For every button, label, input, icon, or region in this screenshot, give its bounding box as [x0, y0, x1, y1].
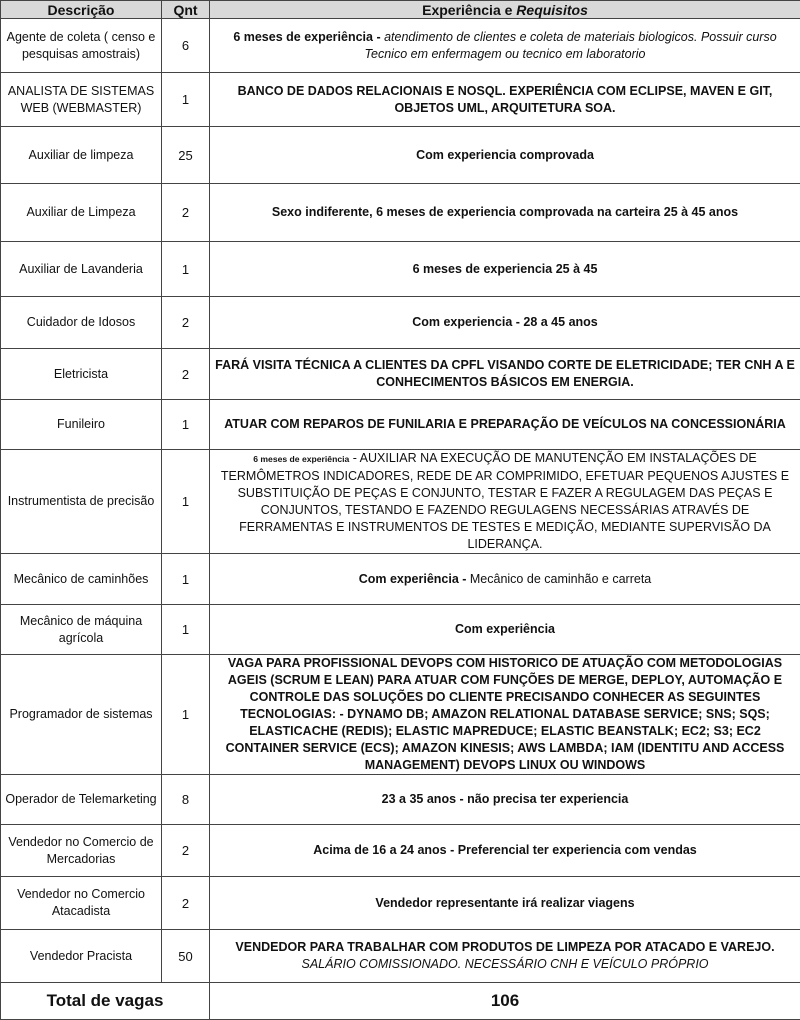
row-description: Vendedor no Comercio Atacadista — [1, 877, 162, 930]
table-row — [1, 605, 800, 655]
row-description: Vendedor Pracista — [1, 930, 162, 983]
req-bold: Sexo indiferente, 6 meses de experiencia comprovada na carteira 25 à 45 anos — [272, 205, 738, 219]
req-bold: FARÁ VISITA TÉCNICA A CLIENTES DA CPFL VISANDO CORTE DE ELETRICIDADE; TER CNH A E CONHECIMENTOS BÁSICOS EM ENERGIA. — [215, 358, 795, 389]
req-plain: - AUXILIAR NA EXECUÇÃO DE MANUTENÇÃO EM INSTALAÇÕES DE TERMÔMETROS INDICADORES, REDE DE AR COMPRIMIDO, EFETUAR PEQUENOS AJUSTES E SUBSTITUIÇÃO DE PEÇAS E CONJUNTO, TESTAR E FAZER A REGULAGEM DAS PEÇAS E CONJUNTOS, TESTANDO E FAZENDO REGULAGENS NECESSÁRIAS ATRAVÉS DE FERRAMENTAS E INSTRUMENTOS DE TESTES E MEDIÇÃO, MEDIANTE SUPERVISÃO DA LIDERANÇA. — [221, 451, 789, 551]
req-italic: SALÁRIO COMISSIONADO. NECESSÁRIO CNH E VEÍCULO PRÓPRIO — [301, 957, 708, 971]
row-quantity: 1 — [162, 73, 210, 127]
row-description: Eletricista — [1, 349, 162, 400]
table-row — [1, 349, 800, 400]
row-description: Vendedor no Comercio de Mercadorias — [1, 825, 162, 877]
row-requirements — [210, 242, 800, 297]
row-description: Agente de coleta ( censo e pesquisas amostrais) — [1, 19, 162, 73]
table-row — [1, 825, 800, 877]
row-requirements — [210, 877, 800, 930]
total-value: 106 — [210, 983, 800, 1020]
row-requirements — [210, 19, 800, 73]
req-bold: Com experiencia - 28 a 45 anos — [412, 315, 598, 329]
row-requirements — [210, 655, 800, 775]
row-requirements — [210, 605, 800, 655]
row-description: Auxiliar de Lavanderia — [1, 242, 162, 297]
row-requirements — [210, 930, 800, 983]
row-quantity: 50 — [162, 930, 210, 983]
row-requirements — [210, 775, 800, 825]
row-requirements — [210, 554, 800, 605]
row-description: Auxiliar de limpeza — [1, 127, 162, 184]
row-description: Funileiro — [1, 400, 162, 450]
header-requisitos-text: Requisitos — [516, 2, 588, 18]
req-bold: 6 meses de experiência — [253, 454, 349, 464]
row-requirements — [210, 400, 800, 450]
row-quantity: 1 — [162, 450, 210, 554]
row-quantity: 8 — [162, 775, 210, 825]
row-requirements — [210, 127, 800, 184]
req-bold: BANCO DE DADOS RELACIONAIS E NOSQL. EXPERIÊNCIA COM ECLIPSE, MAVEN E GIT, OBJETOS UML, ARQUITETURA SOA. — [238, 84, 773, 115]
req-bold: 6 meses de experiencia 25 à 45 — [413, 262, 598, 276]
req-italic: atendimento de clientes e coleta de materiais biologicos. Possuir curso Tecnico em enfermagem ou tecnico em laboratorio — [365, 30, 777, 61]
row-description: ANALISTA DE SISTEMAS WEB (WEBMASTER) — [1, 73, 162, 127]
row-quantity: 1 — [162, 605, 210, 655]
row-quantity: 1 — [162, 554, 210, 605]
row-description: Cuidador de Idosos — [1, 297, 162, 349]
row-description: Operador de Telemarketing — [1, 775, 162, 825]
table-row — [1, 554, 800, 605]
row-description: Mecânico de máquina agrícola — [1, 605, 162, 655]
header-descricao: Descrição — [1, 1, 162, 19]
table-row — [1, 930, 800, 983]
row-quantity: 2 — [162, 825, 210, 877]
row-quantity: 1 — [162, 655, 210, 775]
header-experiencia-text: Experiência e — [422, 2, 516, 18]
req-bold: 6 meses de experiência - — [233, 30, 384, 44]
row-requirements — [210, 349, 800, 400]
table-row — [1, 450, 800, 554]
row-quantity: 25 — [162, 127, 210, 184]
row-requirements — [210, 184, 800, 242]
table-row — [1, 400, 800, 450]
row-quantity: 1 — [162, 400, 210, 450]
row-requirements — [210, 73, 800, 127]
header-qnt: Qnt — [162, 1, 210, 19]
table-row — [1, 184, 800, 242]
req-bold: VAGA PARA PROFISSIONAL DEVOPS COM HISTORICO DE ATUAÇÃO COM METODOLOGIAS AGEIS (SCRUM E LEAN) PARA ATUAR COM FUNÇÕES DE MERGE, DEPLOY, AUTOMAÇÃO E CONTROLE DAS SOLUÇÕES DO CLIENTE PRECISANDO CONHECER AS SEGUINTES TECNOLOGIAS: - DYNAMO DB; AMAZON RELATIONAL DATABASE SERVICE; SNS; SQS; ELASTICACHE (REDIS); ELASTIC MAPREDUCE; ELASTIC BEANSTALK; EC2; S3; EC2 CONTAINER SERVICE (ECS); AMAZON KINESIS; AWS LAMBDA; IAM (IDENTITU AND ACCESS MANAGEMENT) DEVOPS LINUX OU WINDOWS — [226, 656, 785, 772]
table-row — [1, 297, 800, 349]
req-bold: VENDEDOR PARA TRABALHAR COM PRODUTOS DE LIMPEZA POR ATACADO E VAREJO. — [235, 940, 774, 954]
table-row — [1, 775, 800, 825]
row-quantity: 6 — [162, 19, 210, 73]
row-requirements — [210, 825, 800, 877]
table-row — [1, 655, 800, 775]
req-bold: ATUAR COM REPAROS DE FUNILARIA E PREPARAÇÃO DE VEÍCULOS NA CONCESSIONÁRIA — [224, 417, 786, 431]
row-requirements — [210, 450, 800, 554]
row-description: Auxiliar de Limpeza — [1, 184, 162, 242]
header-experiencia-requisitos — [210, 1, 800, 19]
table-row — [1, 73, 800, 127]
row-quantity: 2 — [162, 349, 210, 400]
table-row — [1, 19, 800, 73]
req-bold: Com experiencia comprovada — [416, 148, 594, 162]
req-plain: Mecânico de caminhão e carreta — [470, 572, 651, 586]
row-description: Programador de sistemas — [1, 655, 162, 775]
table-row — [1, 877, 800, 930]
req-bold: Com experiência — [455, 622, 555, 636]
row-quantity: 2 — [162, 184, 210, 242]
req-bold: Com experiência - — [359, 572, 470, 586]
req-bold: Acima de 16 a 24 anos - Preferencial ter experiencia com vendas — [313, 843, 697, 857]
row-quantity: 2 — [162, 297, 210, 349]
table-row — [1, 242, 800, 297]
total-label: Total de vagas — [1, 983, 210, 1020]
row-description: Instrumentista de precisão — [1, 450, 162, 554]
row-description: Mecânico de caminhões — [1, 554, 162, 605]
table-header-row — [1, 1, 800, 19]
req-bold: 23 a 35 anos - não precisa ter experiencia — [382, 792, 629, 806]
table-row — [1, 127, 800, 184]
total-row — [1, 983, 800, 1020]
req-bold: Vendedor representante irá realizar viagens — [375, 896, 634, 910]
row-quantity: 1 — [162, 242, 210, 297]
row-quantity: 2 — [162, 877, 210, 930]
row-requirements — [210, 297, 800, 349]
